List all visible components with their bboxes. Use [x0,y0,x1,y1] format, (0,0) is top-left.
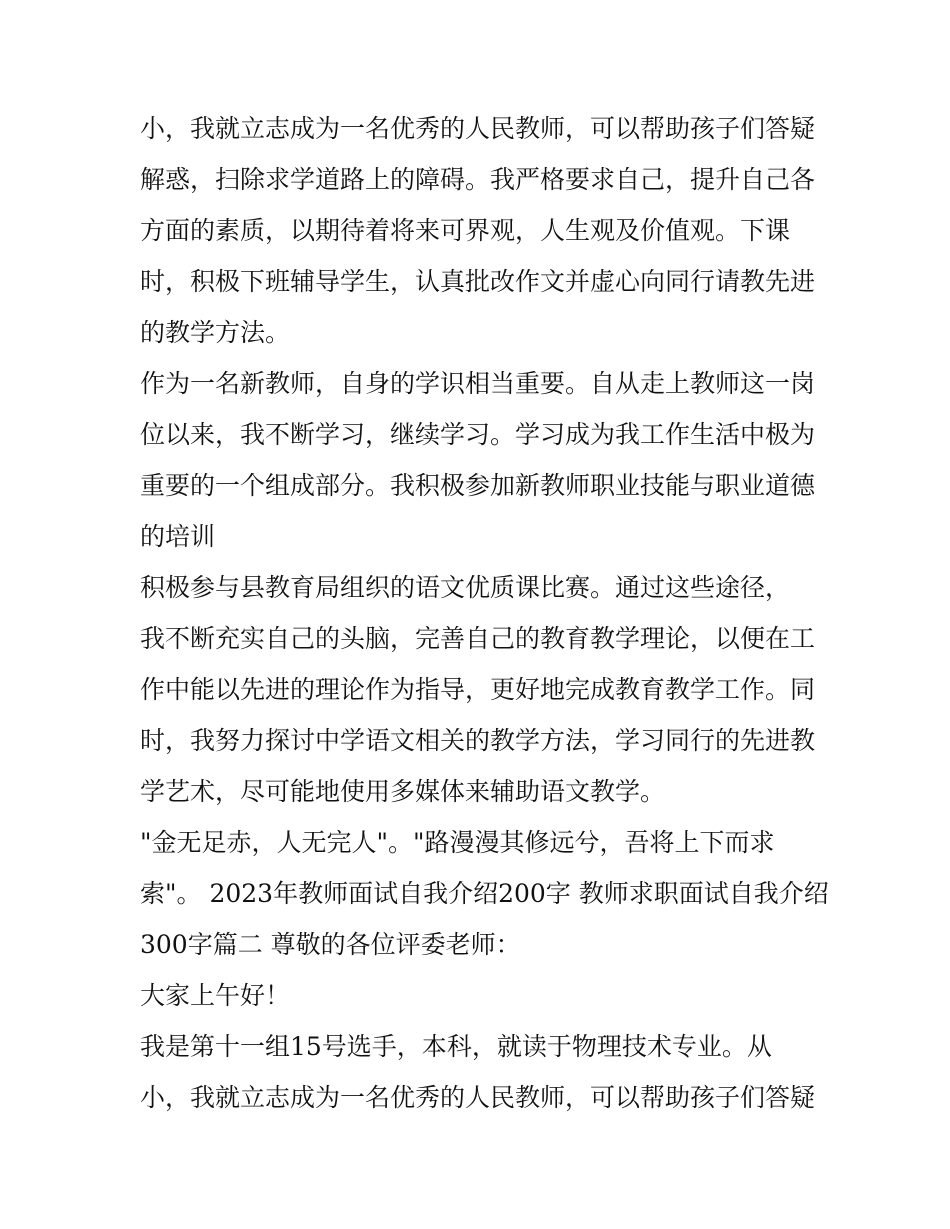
text-line: 时，积极下班辅导学生，认真批改作文并虚心向同行请教先进 [140,267,816,296]
text-line: 积极参与县教育局组织的语文优质课比赛。通过这些途径， [140,573,791,602]
text-line: 解惑，扫除求学道路上的障碍。我严格要求自己，提升自己各 [140,165,816,194]
text-line: 重要的一个组成部分。我积极参加新教师职业技能与职业道德 [140,471,816,500]
text-line: 300字篇二 尊敬的各位评委老师： [140,930,521,959]
text-line: 大家上午好！ [140,981,291,1010]
text-line: 作中能以先进的理论作为指导，更好地完成教育教学工作。同 [140,675,816,704]
document-body [140,103,829,1123]
text-line: 位以来，我不断学习，继续学习。学习成为我工作生活中极为 [140,420,816,449]
text-line: "金无足赤，人无完人"。"路漫漫其修远兮，吾将上下而求 [140,828,775,857]
text-line: 的培训 [140,522,216,551]
text-line: 小，我就立志成为一名优秀的人民教师，可以帮助孩子们答疑 [140,1083,816,1112]
text-line: 索"。 2023年教师面试自我介绍200字 教师求职面试自我介绍 [140,879,829,908]
text-line: 时，我努力探讨中学语文相关的教学方法，学习同行的先进教 [140,726,816,755]
text-line: 小，我就立志成为一名优秀的人民教师，可以帮助孩子们答疑 [140,114,816,143]
text-line: 方面的素质，以期待着将来可界观，人生观及价值观。下课 [140,216,791,245]
text-line: 学艺术，尽可能地使用多媒体来辅助语文教学。 [140,777,666,806]
text-line: 的教学方法。 [140,318,291,347]
text-line: 我是第十一组15号选手，本科，就读于物理技术专业。从 [140,1032,772,1061]
text-line: 作为一名新教师，自身的学识相当重要。自从走上教师这一岗 [140,369,816,398]
text-line: 我不断充实自己的头脑，完善自己的教育教学理论，以便在工 [140,624,816,653]
